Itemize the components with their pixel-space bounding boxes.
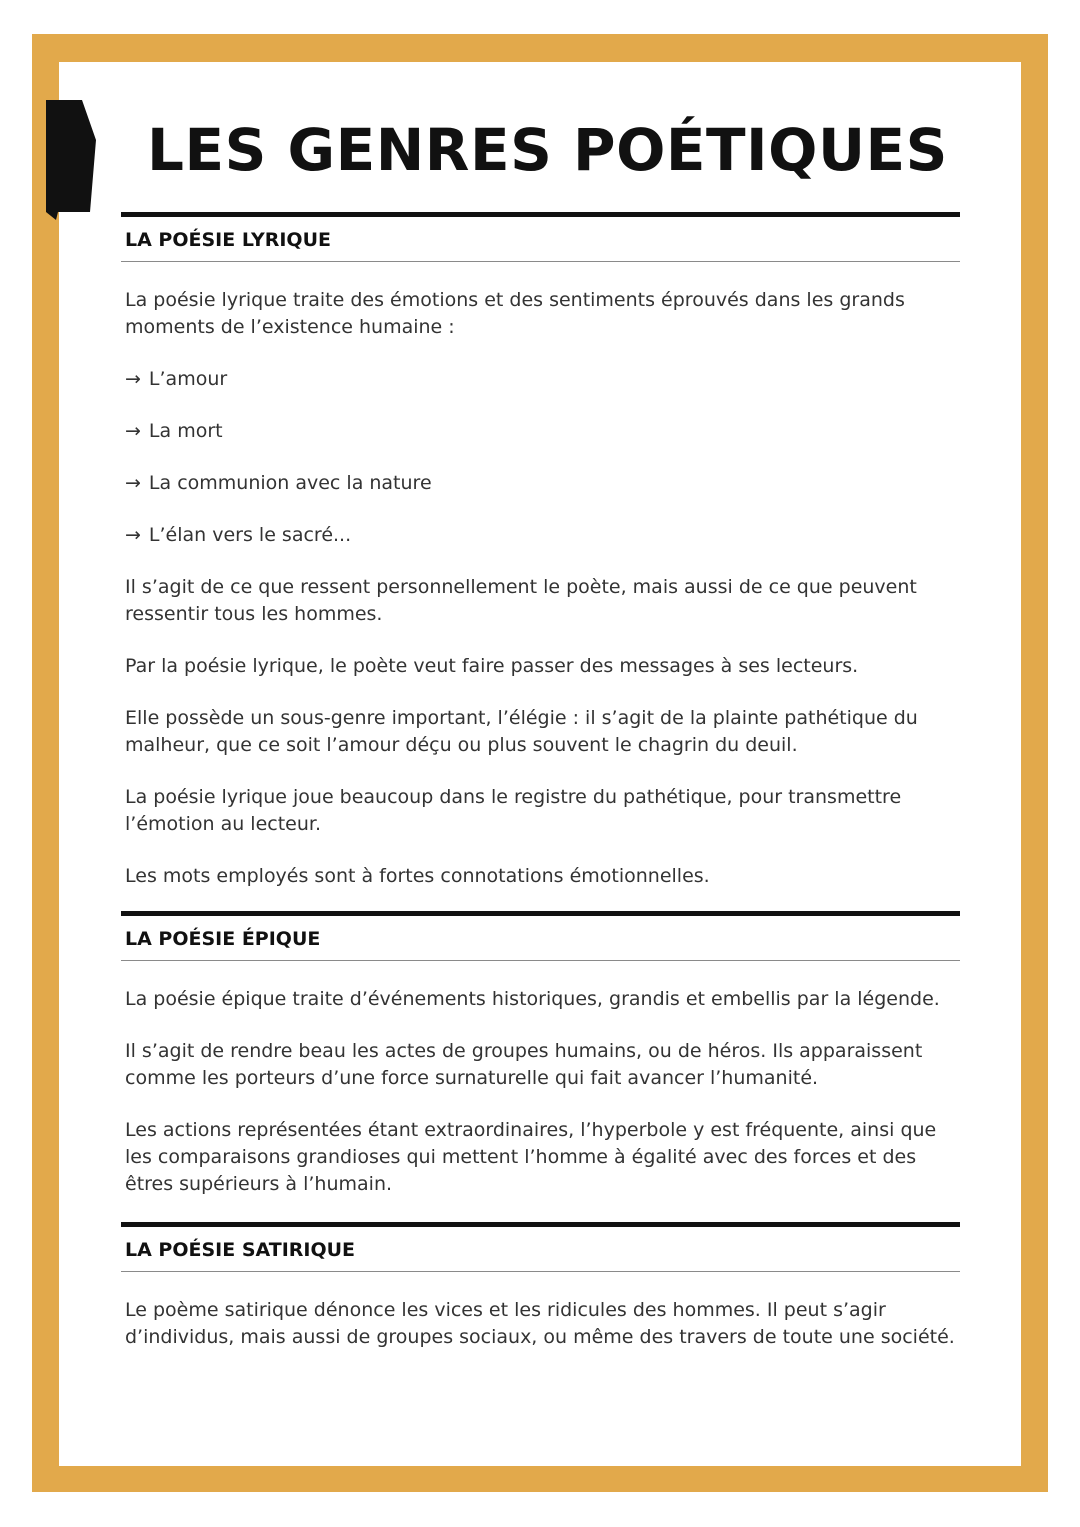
bookmark-tab-icon <box>46 100 96 220</box>
section-heading: LA POÉSIE SATIRIQUE <box>125 1239 356 1261</box>
paragraph: Les mots employés sont à fortes connotations émotionnelles. <box>125 865 710 887</box>
list-item-text: La communion avec la nature <box>148 472 432 494</box>
paragraph: Par la poésie lyrique, le poète veut faire passer des messages à ses lecteurs. <box>125 655 859 677</box>
paragraph: Les actions représentées étant extraordinaires, l’hyperbole y est fréquente, ainsi que les comparaisons grandioses qui mettent l’homme à égalité avec des forces et des êtres supérieurs à l’humain. <box>125 1119 937 1195</box>
list-item-text: L’élan vers le sacré... <box>148 524 352 546</box>
paragraph: La poésie épique traite d’événements historiques, grandis et embellis par la légende. <box>125 988 940 1010</box>
list-item-text: La mort <box>148 420 223 442</box>
section-body <box>121 1272 960 1351</box>
list-item <box>125 418 960 445</box>
section-body <box>121 961 960 1198</box>
list-item <box>125 522 960 549</box>
intro-paragraph: La poésie lyrique traite des émotions et des sentiments éprouvés dans les grands moments de l’existence humaine : <box>125 289 905 338</box>
arrow-right-icon: → <box>125 420 141 442</box>
paragraph: Elle possède un sous-genre important, l’élégie : il s’agit de la plainte pathétique du malheur, que ce soit l’amour déçu ou plus souvent le chagrin du deuil. <box>125 707 918 756</box>
list-item-text: L’amour <box>148 368 228 390</box>
list-item <box>125 366 960 393</box>
section-heading: LA POÉSIE ÉPIQUE <box>125 928 321 950</box>
section-lyrique <box>121 212 960 915</box>
section-epique <box>121 911 960 1223</box>
paragraph: Le poème satirique dénonce les vices et les ridicules des hommes. Il peut s’agir d’individus, mais aussi de groupes sociaux, ou même des travers de toute une société. <box>125 1299 955 1348</box>
arrow-right-icon: → <box>125 472 141 494</box>
section-heading: LA POÉSIE LYRIQUE <box>125 229 331 251</box>
arrow-right-icon: → <box>125 368 141 390</box>
page-title: LES GENRES POÉTIQUES <box>147 116 948 184</box>
section-body <box>121 262 960 890</box>
paragraph: Il s’agit de ce que ressent personnellement le poète, mais aussi de ce que peuvent ressentir tous les hommes. <box>125 576 917 625</box>
list-item <box>125 470 960 497</box>
section-satirique <box>121 1222 960 1376</box>
arrow-right-icon: → <box>125 524 141 546</box>
paragraph: La poésie lyrique joue beaucoup dans le registre du pathétique, pour transmettre l’émotion au lecteur. <box>125 786 902 835</box>
paragraph: Il s’agit de rendre beau les actes de groupes humains, ou de héros. Ils apparaissent comme les porteurs d’une force surnaturelle qui fait avancer l’humanité. <box>125 1040 923 1089</box>
